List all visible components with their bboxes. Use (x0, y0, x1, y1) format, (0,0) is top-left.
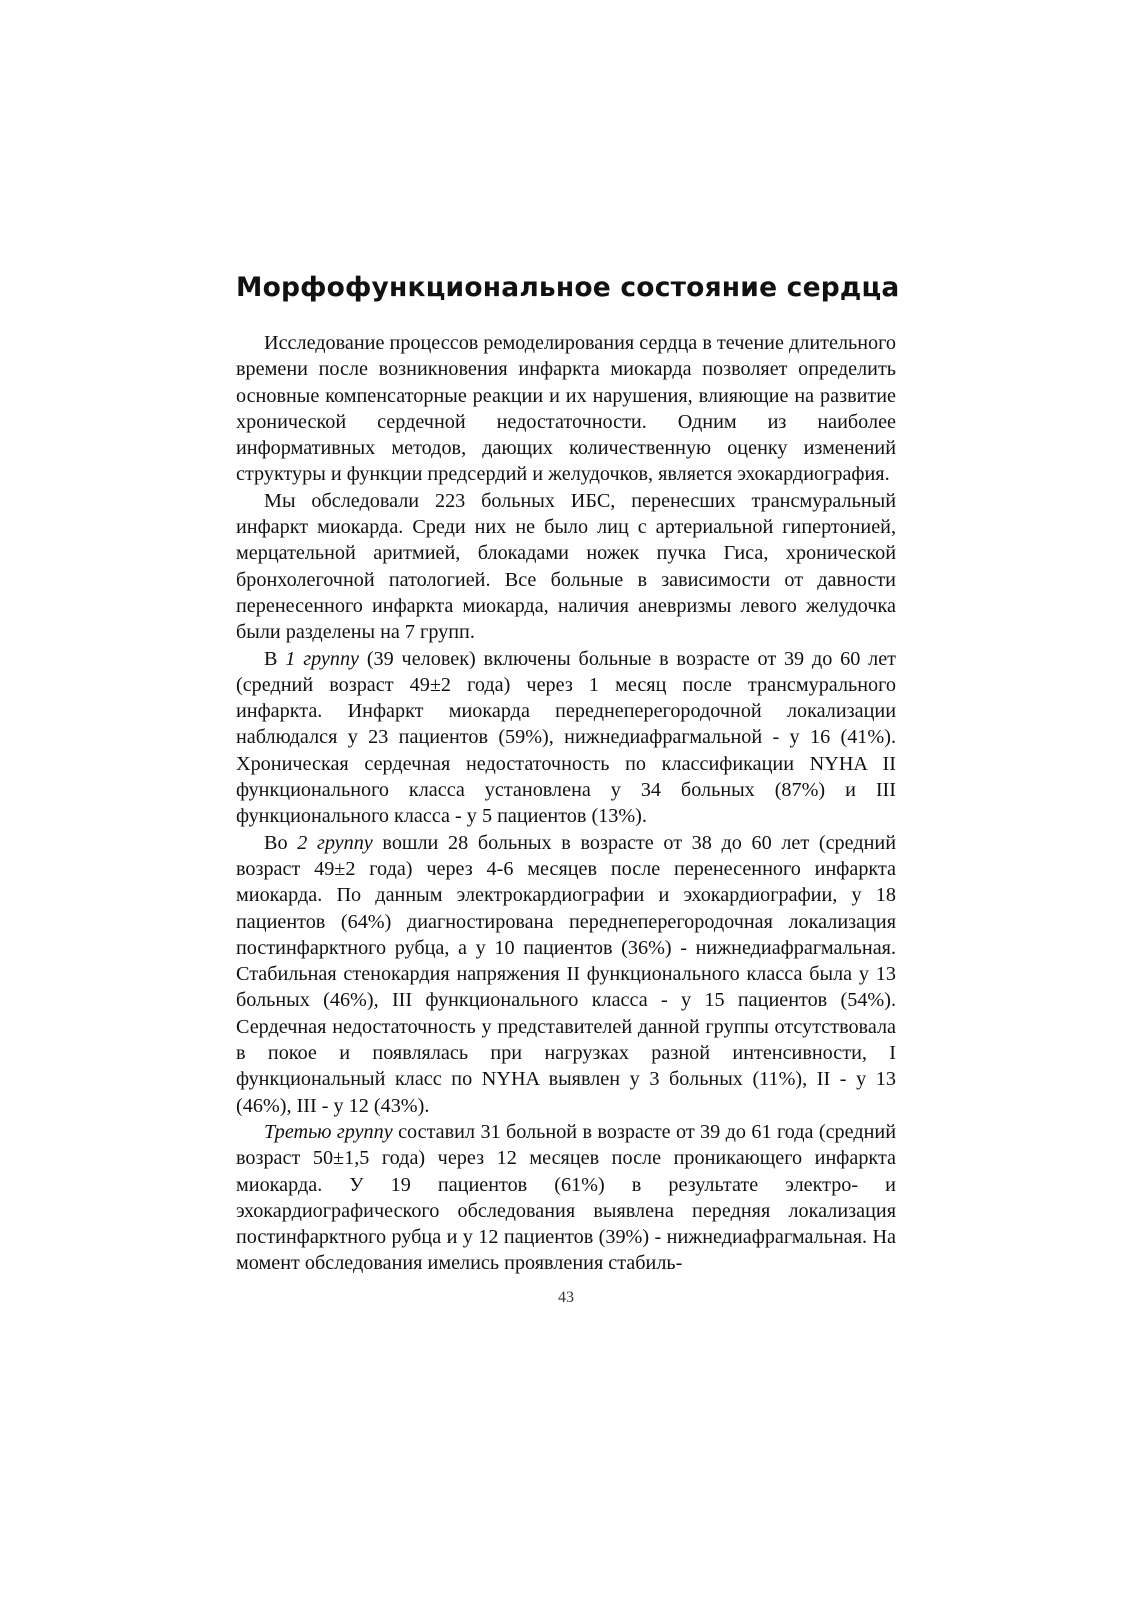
text-run: вошли 28 больных в возрасте от 38 до 60 лет (средний возраст 49±2 года) через 4-6 месяцев после перенесенного инфаркта миокарда. По данным электрокардиографии и эхокардиографии, у 18 пациентов (64%) диагностирована переднеперегородочная локализация постинфарктного рубца, а у 10 пациентов (36%) - нижнедиафрагмальная. Стабильная стенокардия напряжения II функционального класса была у 13 больных (46%), III функционального класса - у 15 пациентов (54%). Сердечная недостаточность у представителей данной группы отсутствовала в покое и появлялась при нагрузках разной интенсивности, I функциональный класс по NYHA выявлен у 3 больных (11%), II - у 13 (46%), III - у 12 (43%). (236, 831, 897, 1117)
page-content (236, 272, 900, 1277)
text-run: В (264, 647, 286, 670)
paragraph (236, 646, 896, 830)
text-run: составил 31 больной в возрасте от 39 до 61 года (средний возраст 50±1,5 года) через 12 месяцев после проникающего инфаркта миокарда. У 19 пациентов (61%) в результате электро- и эхокардиографического обследования выявлена передняя локализация постинфарктного рубца и у 12 пациентов (39%) - нижнедиафрагмальная. На момент обследования имелись проявления стабиль- (236, 1120, 897, 1275)
paragraph (236, 488, 896, 646)
section-heading: Морфофункциональное состояние сердца (236, 272, 900, 303)
text-run: Исследование процессов ремоделирования сердца в течение длительного времени после возникновения инфаркта миокарда позволяет определить основные компенсаторные реакции и их нарушения, влияющие на развитие хронической сердечной недостаточности. Одним из наиболее информативных методов, дающих количественную оценку изменений структуры и функции предсердий и желудочков, является эхокардиография. (236, 332, 896, 486)
text-run: Мы обследовали 223 больных ИБС, перенесших трансмуральный инфаркт миокарда. Среди них не было лиц с артериальной гипертонией, мерцательной аритмией, блокадами ножек пучка Гиса, хронической бронхолегочной патологией. Все больные в зависимости от давности перенесенного инфаркта миокарда, наличия аневризмы левого желудочка были разделены на 7 групп. (236, 489, 896, 644)
page-number: 43 (558, 1289, 574, 1306)
italic-text: 1 группу (285, 647, 359, 670)
paragraph (236, 330, 896, 488)
paragraph (236, 830, 896, 1119)
italic-text: 2 группу (297, 831, 373, 854)
text-run: Во (264, 831, 298, 854)
text-run: (39 человек) включены больные в возрасте от 39 до 60 лет (средний возраст 49±2 года) через 1 месяц после трансмурального инфаркта. Инфаркт миокарда переднеперегородочной локализации наблюдался у 23 пациентов (59%), нижнедиафрагмальной - у 16 (41%). Хроническая сердечная недостаточность по классификации NYHA II функционального класса установлена у 34 больных (87%) и III функционального класса - у 5 пациентов (13%). (236, 647, 896, 828)
paragraph (236, 1119, 896, 1277)
body-text (236, 330, 896, 1277)
italic-text: Третью группу (264, 1120, 393, 1143)
